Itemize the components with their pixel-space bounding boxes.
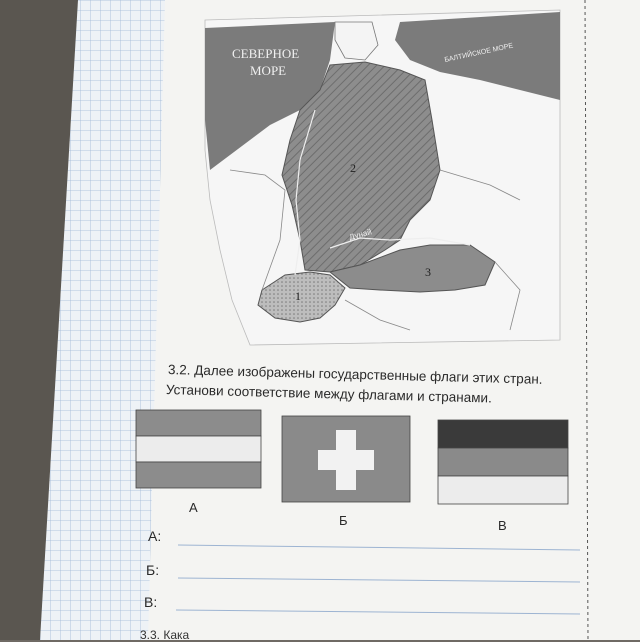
question-line-1: 3.2. Далее изображены государственные флаги этих стран. [167, 362, 543, 387]
sea-label-line2: МОРЕ [250, 63, 287, 78]
river-label: Дунай [348, 227, 373, 242]
flag-v [438, 420, 568, 504]
flag-letter-a: А [189, 500, 198, 515]
flag-letter-v: В [498, 518, 507, 533]
region-number-2: 2 [350, 161, 356, 175]
question-line-2: Установи соответствие между флагами и странами. [165, 382, 493, 406]
flag-a [136, 410, 261, 488]
next-question-partial: 3.3. Кака [140, 628, 190, 642]
map [205, 10, 560, 345]
flag-letter-b: Б [339, 513, 348, 528]
flag-b [282, 416, 410, 502]
answer-label-a: А: [148, 528, 162, 544]
answer-label-b: Б: [146, 562, 160, 578]
sea-label-line1: СЕВЕРНОЕ [232, 46, 300, 61]
region-number-1: 1 [295, 289, 301, 303]
region-number-3: 3 [425, 265, 431, 279]
answer-label-v: В: [144, 594, 158, 610]
baltic-label: БАЛТИЙСКОЕ МОРЕ [443, 42, 514, 64]
